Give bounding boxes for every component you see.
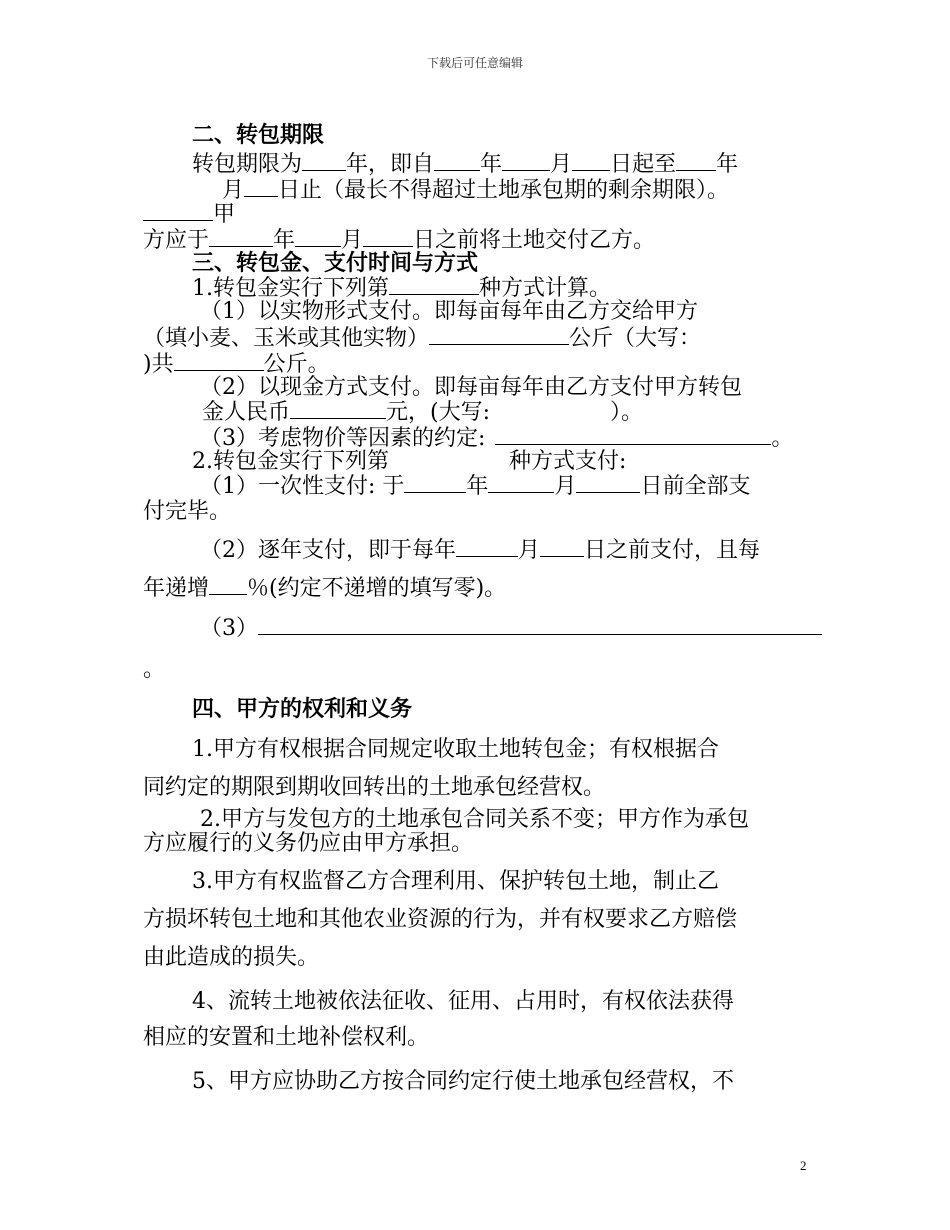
page-header: 下载后可任意编辑 xyxy=(426,56,523,70)
text: 1.转包金实行下列第 xyxy=(192,276,389,301)
fee-line-11 xyxy=(200,536,760,565)
blank xyxy=(456,536,518,557)
fee-line-2: （1）以实物形式支付。即每亩每年由乙方交给甲方 xyxy=(200,299,698,324)
section-2-title: 二、转包期限 xyxy=(192,123,325,148)
text: 方应于 xyxy=(143,228,210,253)
text: 2.转包金实行下列第 xyxy=(192,449,389,474)
fee-line-5: （2）以现金方式支付。即每亩每年由乙方支付甲方转包 xyxy=(200,375,742,400)
right-5-line-1: 5、甲方应协助乙方按合同约定行使土地承包经营权，不 xyxy=(192,1069,734,1094)
text: 月 xyxy=(554,474,577,499)
right-2-line-1: 2.甲方与发包方的土地承包合同关系不变；甲方作为承包 xyxy=(200,807,749,832)
term-line-2 xyxy=(222,176,729,205)
section-4-title: 四、甲方的权利和义务 xyxy=(192,697,413,722)
fee-line-13 xyxy=(200,614,822,643)
blank xyxy=(174,350,264,371)
text: 种方式计算。 xyxy=(479,276,612,301)
text: 日止（最长不得超过土地承包期的剩余期限）。 xyxy=(278,178,730,203)
right-1-line-2: 同约定的期限到期收回转出的土地承包经营权。 xyxy=(143,775,606,800)
fee-line-6 xyxy=(202,398,643,427)
text: （填小麦、玉米或其他实物） xyxy=(143,326,430,351)
text: 甲 xyxy=(213,202,236,227)
blank xyxy=(576,472,640,493)
text: （2）逐年支付，即于每年 xyxy=(200,538,456,563)
term-line-1 xyxy=(192,150,738,179)
text: 月 xyxy=(222,178,245,203)
blank xyxy=(502,150,550,171)
blank xyxy=(244,176,278,197)
blank xyxy=(143,200,213,221)
right-3-line-2: 方损坏转包土地和其他农业资源的行为，并有权要求乙方赔偿 xyxy=(143,907,738,932)
text: （1）一次性支付: 于 xyxy=(200,474,405,499)
term-line-3 xyxy=(143,200,235,229)
blank xyxy=(302,150,346,171)
text: 年 xyxy=(716,152,739,177)
text: ％(约定不递增的填写零)。 xyxy=(247,576,507,601)
text: （3）考虑物价等因素的约定: xyxy=(200,426,486,451)
blank xyxy=(495,424,771,445)
text: 转包期限为 xyxy=(192,152,303,177)
text: 月 xyxy=(550,152,573,177)
text: 公斤。 xyxy=(263,352,330,377)
blank xyxy=(404,472,466,493)
section-3-title: 三、转包金、支付时间与方式 xyxy=(192,251,479,276)
text: 日前全部支 xyxy=(640,474,751,499)
blank xyxy=(540,536,584,557)
text: 日起至 xyxy=(610,152,677,177)
right-3-line-3: 由此造成的损失。 xyxy=(143,945,320,970)
fee-line-14: 。 xyxy=(143,657,166,682)
blank xyxy=(363,226,413,247)
blank xyxy=(258,614,822,635)
fee-line-3 xyxy=(143,324,701,353)
blank xyxy=(434,150,480,171)
text: 种方式支付: xyxy=(509,449,627,474)
text: )共 xyxy=(143,352,174,377)
blank xyxy=(209,574,247,595)
text: 日之前支付，且每 xyxy=(584,538,761,563)
page-number: 2 xyxy=(800,1158,807,1173)
blank xyxy=(290,398,386,419)
blank xyxy=(295,226,341,247)
blank xyxy=(389,274,479,295)
text: 年 xyxy=(480,152,503,177)
blank xyxy=(429,324,569,345)
right-4-line-1: 4、流转土地被依法征收、征用、占用时，有权依法获得 xyxy=(192,989,734,1014)
text: 月 xyxy=(341,228,364,253)
blank xyxy=(488,472,554,493)
text: （3） xyxy=(200,616,258,641)
right-3-line-1: 3.甲方有权监督乙方合理利用、保护转包土地，制止乙 xyxy=(192,869,719,894)
text: 元，(大写: xyxy=(386,400,491,425)
fee-line-9 xyxy=(200,472,750,501)
text: 金人民币 xyxy=(202,400,291,425)
blank xyxy=(572,150,610,171)
right-4-line-2: 相应的安置和土地补偿权利。 xyxy=(143,1025,430,1050)
fee-line-12 xyxy=(143,574,506,603)
right-1-line-1: 1.甲方有权根据合同规定收取土地转包金；有权根据合 xyxy=(192,737,719,762)
text: 年，即自 xyxy=(346,152,435,177)
text: 年递增 xyxy=(143,576,210,601)
text: 年 xyxy=(466,474,489,499)
text: 公斤（大写： xyxy=(569,326,702,351)
right-2-line-2: 方应履行的义务仍应由甲方承担。 xyxy=(143,831,474,856)
text: 年 xyxy=(273,228,296,253)
fee-line-10: 付完毕。 xyxy=(143,499,232,524)
blank xyxy=(676,150,716,171)
text: ）。 xyxy=(610,400,644,425)
text: 。 xyxy=(771,426,794,451)
blank xyxy=(209,226,273,247)
text: 日之前将土地交付乙方。 xyxy=(413,228,656,253)
text: 月 xyxy=(518,538,541,563)
